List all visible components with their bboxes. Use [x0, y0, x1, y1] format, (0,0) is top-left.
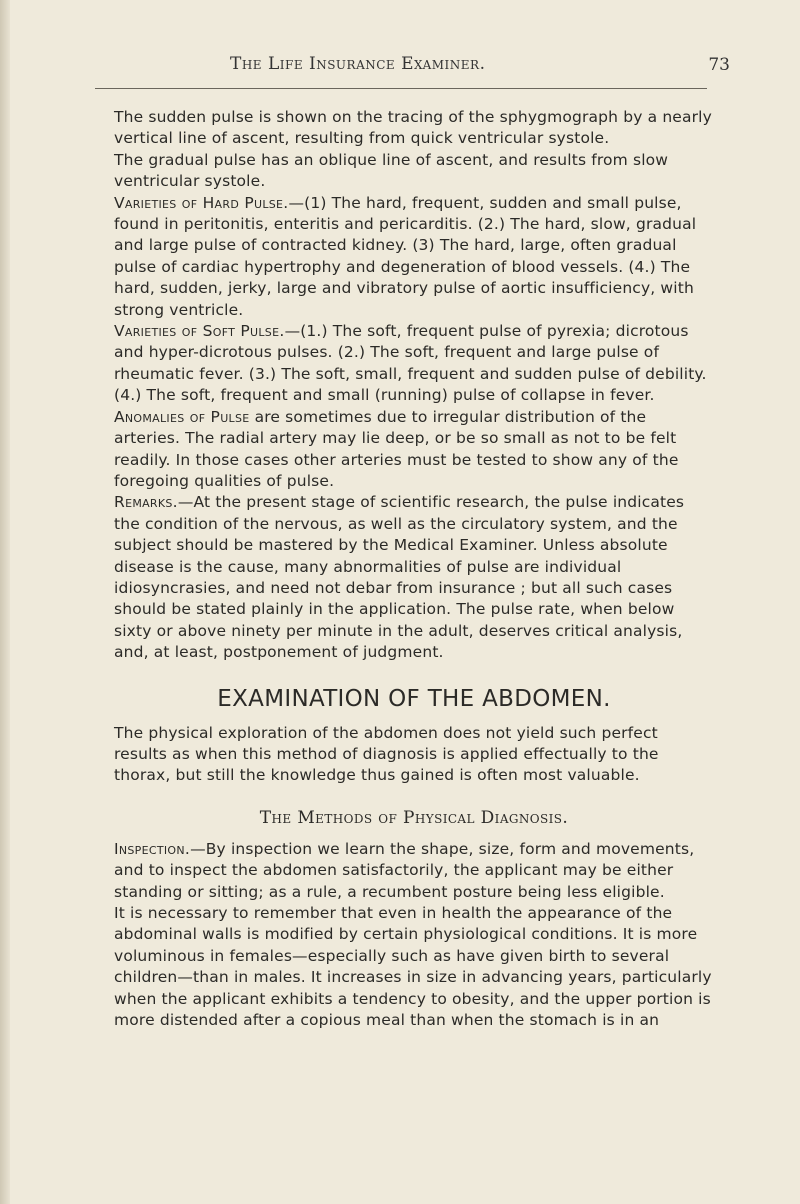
paragraph-remarks: Remarks.—At the present stage of scientific research, the pulse indicates the condition of the nervous, as well as the circulatory system, and the subject should be mastered by the Medical Examiner. Unless absolute disease is the cause, many abnormalities of pulse are individual idiosyncrasies, and need not debar from insurance ; but all such cases should be stated plainly in the application. The pulse rate, when below sixty or above ninety per minute in the adult, deserves critical analysis, and, at least, postponement of judgment.	[114, 493, 685, 662]
run-in-heading: Inspection.	[114, 839, 191, 858]
page-body	[114, 107, 714, 1031]
section-heading: EXAMINATION OF THE ABDOMEN.	[217, 685, 611, 712]
paragraph-hard-pulse: Varieties of Hard Pulse.—(1) The hard, frequent, sudden and small pulse, found in peritonitis, enteritis and pericarditis. (2.) The hard, slow, gradual and large pulse of contracted kidney. (3) The hard, large, often gradual pulse of cardiac hypertrophy and degeneration of blood vessels. (4.) The hard, sudden, jerky, large and vibratory pulse of aortic insufficiency, with strong ventricle.	[114, 193, 697, 319]
paragraph-anomalies: Anomalies of Pulse are sometimes due to irregular distribution of the arteries. The radial artery may lie deep, or be so small as not to be felt readily. In those cases other arteries must be tested to show any of the foregoing qualities of pulse.	[114, 407, 679, 490]
paragraph: The sudden pulse is shown on the tracing of the sphygmograph by a nearly vertical line of ascent, resulting from quick ventricular systole.	[114, 108, 712, 148]
sub-heading: The Methods of Physical Diagnosis.	[259, 807, 569, 828]
run-in-heading: Remarks.	[114, 493, 178, 512]
paragraph: The gradual pulse has an oblique line of ascent, and results from slow ventricular systole.	[114, 150, 669, 191]
paragraph: It is necessary to remember that even in health the appearance of the abdominal walls is modified by certain physiological conditions. It is more voluminous in females—especially such as have given birth to several children—than in males. It increases in size in advancing years, particularly when the applicant exhibits a tendency to obesity, and the upper portion is more distended after a copious meal than when the stomach is in an	[114, 904, 712, 1030]
page-number: 73	[708, 55, 730, 75]
running-title: The Life Insurance Examiner.	[230, 54, 486, 74]
paragraph-inspection: Inspection.—By inspection we learn the shape, size, form and movements, and to inspect the abdomen satisfactorily, the applicant may be either standing or sitting; as a rule, a recumbent posture being less eligible.	[114, 839, 695, 901]
run-in-heading: Anomalies of Pulse	[114, 407, 250, 426]
page-edge-shadow	[0, 0, 10, 1204]
run-in-heading: Varieties of Soft Pulse.	[114, 322, 285, 341]
header-rule	[95, 88, 707, 89]
run-in-heading: Varieties of Hard Pulse.	[114, 193, 289, 212]
page-header	[90, 54, 730, 80]
paragraph-soft-pulse: Varieties of Soft Pulse.—(1.) The soft, frequent pulse of pyrexia; dicrotous and hyper-dicrotous pulses. (2.) The soft, frequent and large pulse of rheumatic fever. (3.) The soft, small, frequent and sudden pulse of debility. (4.) The soft, frequent and small (running) pulse of collapse in fever.	[114, 322, 707, 405]
section-intro: The physical exploration of the abdomen does not yield such perfect results as when this method of diagnosis is applied effectually to the thorax, but still the knowledge thus gained is often most valuable.	[114, 723, 659, 785]
